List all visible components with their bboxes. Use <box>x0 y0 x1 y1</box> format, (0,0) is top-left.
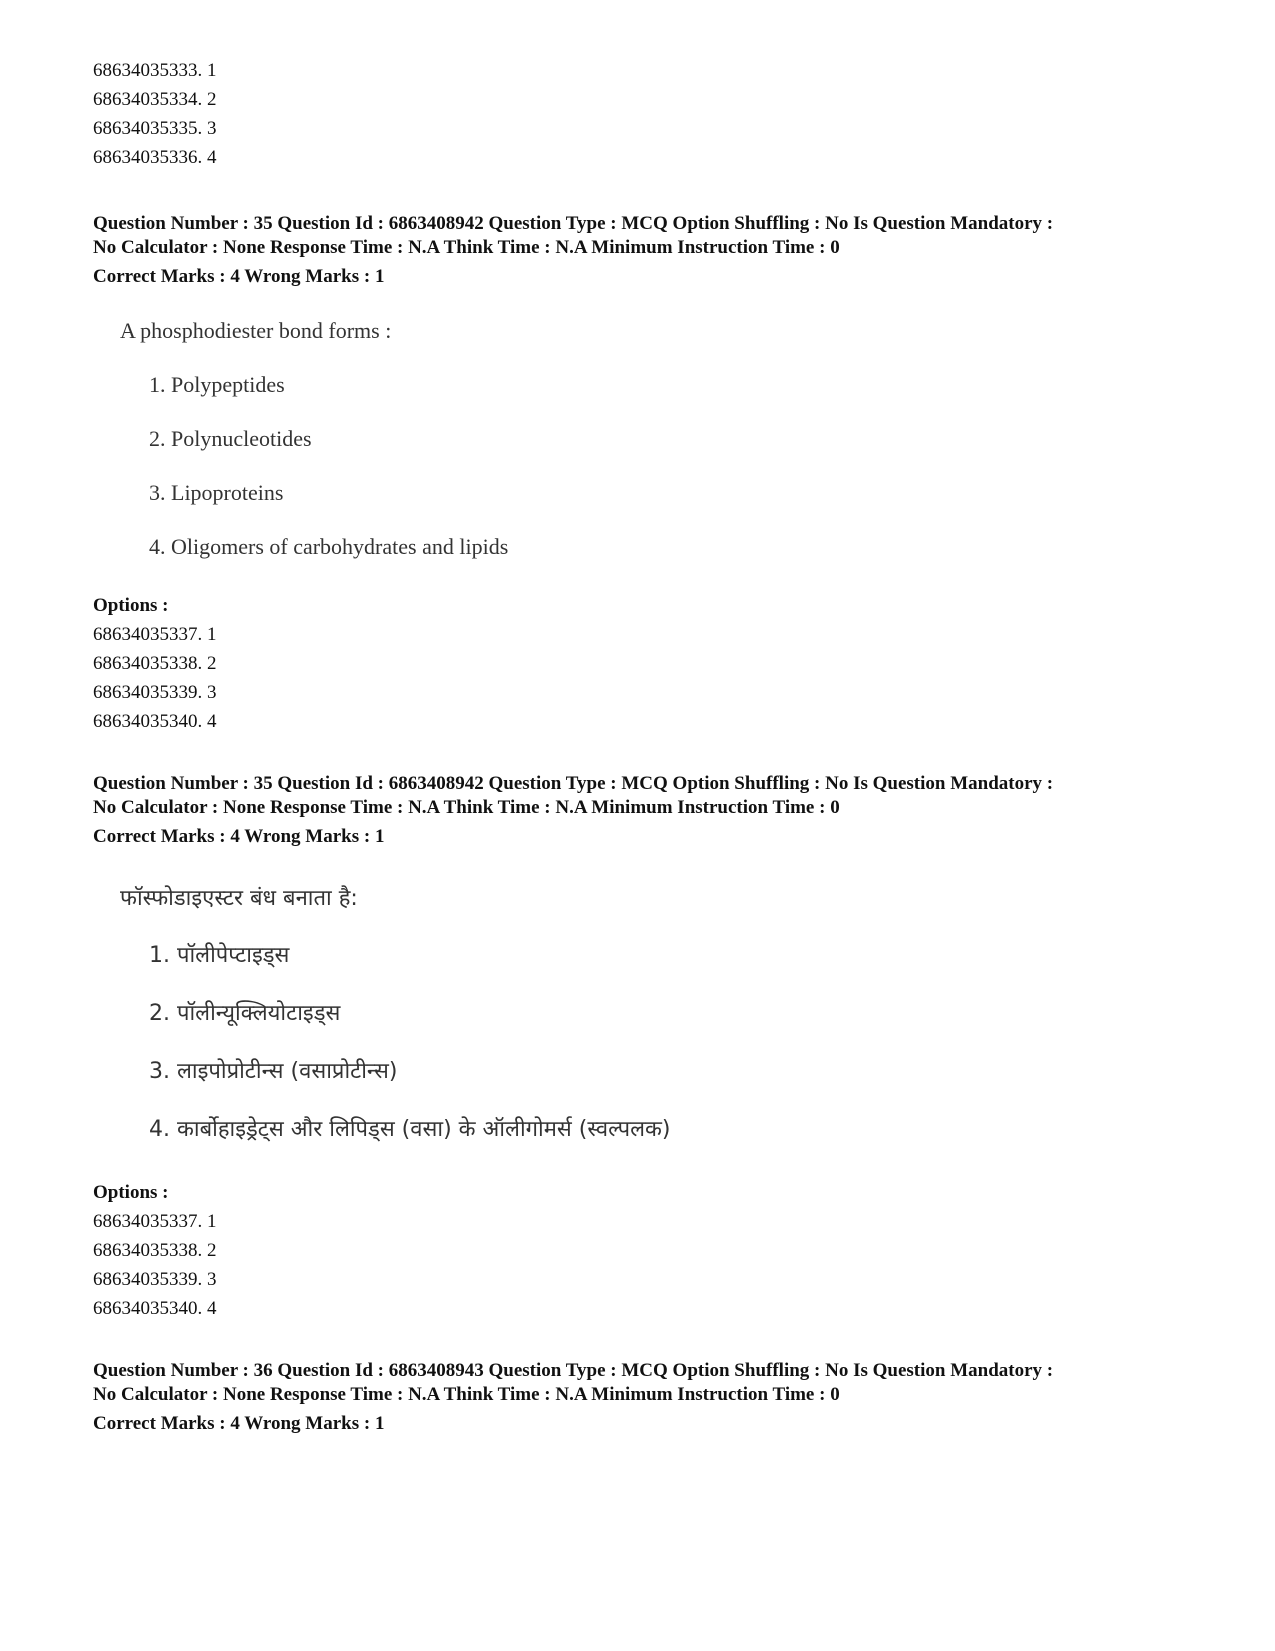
question-marks: Correct Marks : 4 Wrong Marks : 1 <box>93 1413 385 1434</box>
choice-2: 2. Polynucleotides <box>149 426 312 451</box>
question-meta-line1: Question Number : 36 Question Id : 6863408943 Question Type : MCQ Option Shuffling : No Is Question Mandatory : <box>93 1360 1054 1381</box>
question-meta-line1: Question Number : 35 Question Id : 6863408942 Question Type : MCQ Option Shuffling : No Is Question Mandatory : <box>93 213 1054 234</box>
choice-3: 3. Lipoproteins <box>149 480 284 505</box>
option-line: 68634035337. 1 <box>93 624 217 645</box>
choice-2: 2. पॉलीन्यूक्लियोटाइड्स <box>149 1001 341 1026</box>
question-marks: Correct Marks : 4 Wrong Marks : 1 <box>93 826 385 847</box>
question-text: A phosphodiester bond forms : <box>120 318 392 343</box>
option-line: 68634035340. 4 <box>93 1298 217 1319</box>
choice-1: 1. पॉलीपेप्टाइड्स <box>149 943 290 968</box>
choice-1: 1. Polypeptides <box>149 372 285 397</box>
options-label: Options : <box>93 595 169 616</box>
option-line: 68634035337. 1 <box>93 1211 217 1232</box>
option-line: 68634035334. 2 <box>93 89 217 110</box>
option-line: 68634035339. 3 <box>93 1269 217 1290</box>
option-line: 68634035335. 3 <box>93 118 217 139</box>
choice-4: 4. Oligomers of carbohydrates and lipids <box>149 534 509 559</box>
options-label: Options : <box>93 1182 169 1203</box>
option-line: 68634035338. 2 <box>93 1240 217 1261</box>
choice-4: 4. कार्बोहाइड्रेट्स और लिपिड्स (वसा) के ऑलीगोमर्स (स्वल्पलक) <box>149 1117 671 1142</box>
option-line: 68634035340. 4 <box>93 711 217 732</box>
choice-3: 3. लाइपोप्रोटीन्स (वसाप्रोटीन्स) <box>149 1059 398 1084</box>
option-line: 68634035339. 3 <box>93 682 217 703</box>
question-meta-line2: No Calculator : None Response Time : N.A Think Time : N.A Minimum Instruction Time : 0 <box>93 1384 840 1405</box>
option-line: 68634035336. 4 <box>93 147 217 168</box>
option-line: 68634035333. 1 <box>93 60 217 81</box>
question-marks: Correct Marks : 4 Wrong Marks : 1 <box>93 266 385 287</box>
question-meta-line2: No Calculator : None Response Time : N.A Think Time : N.A Minimum Instruction Time : 0 <box>93 797 840 818</box>
question-meta-line1: Question Number : 35 Question Id : 6863408942 Question Type : MCQ Option Shuffling : No Is Question Mandatory : <box>93 773 1054 794</box>
question-text: फॉस्फोडाइएस्टर बंध बनाता है: <box>120 886 358 911</box>
question-meta-line2: No Calculator : None Response Time : N.A Think Time : N.A Minimum Instruction Time : 0 <box>93 237 840 258</box>
option-line: 68634035338. 2 <box>93 653 217 674</box>
